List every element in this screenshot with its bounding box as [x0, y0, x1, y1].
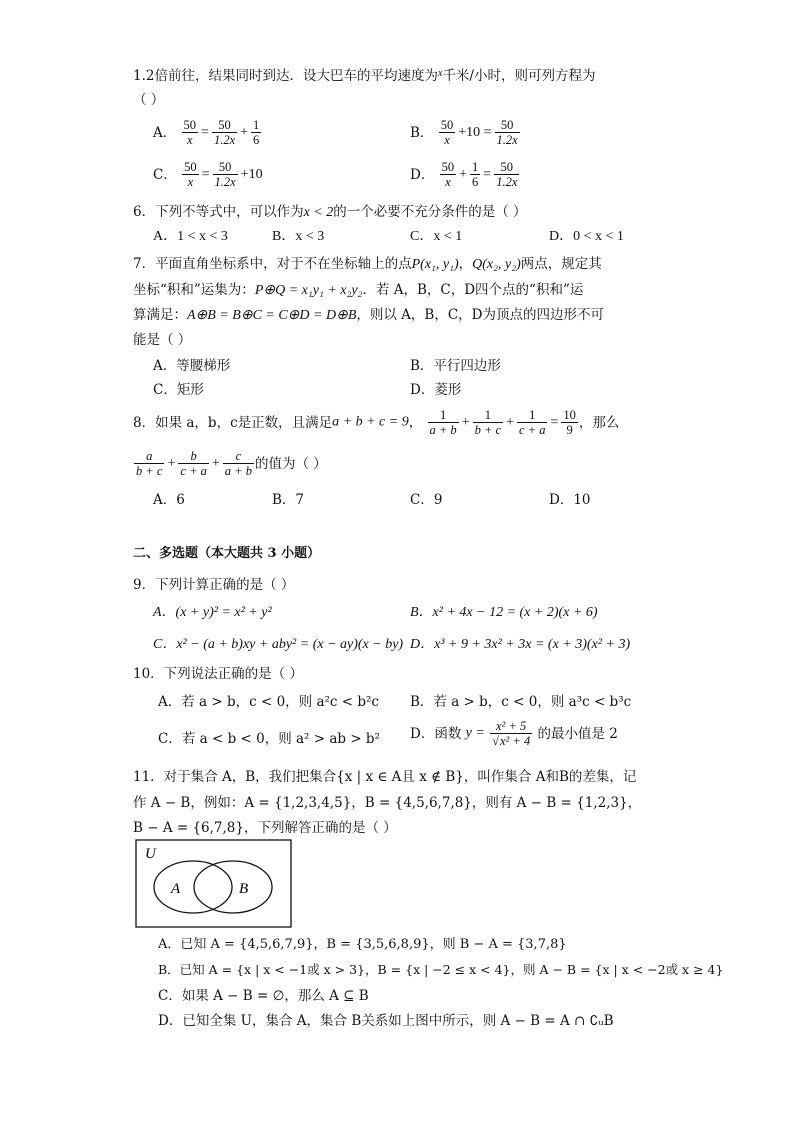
q7-line1: 7．平面直角坐标系中，对于不在坐标轴上的点P(x₁, y₁)，Q(x₂, y₂)两点，规定其: [133, 256, 602, 272]
q10-option-a[interactable]: A．若 a > b，c < 0，则 a²c < b²c: [158, 694, 379, 710]
q6-stem: 6．下列不等式中，可以作为x < 2的一个必要不充分条件的是（ ）: [133, 204, 527, 220]
q7-line3: 算满足：A⊕B = B⊕C = C⊕D = D⊕B，则以 A，B，C，D为顶点的四边形不可: [133, 307, 604, 323]
q10-option-c[interactable]: C．若 a < b < 0，则 a² > ab > b²: [158, 731, 380, 747]
q9-option-d[interactable]: D．x³ + 9 + 3x² + 3x = (x + 3)(x² + 3): [410, 637, 631, 652]
q11-option-c[interactable]: C．如果 A − B = ∅，那么 A ⊆ B: [158, 988, 369, 1004]
q10-option-d[interactable]: D．函数 y = $\frac{\text{x² + 5}}{\text{√x² + 4}}$ 的最小值是 2: [410, 719, 618, 749]
venn-circle-a: [154, 861, 232, 913]
q7-option-c[interactable]: C．矩形: [153, 382, 204, 398]
q6-option-b[interactable]: B．x < 3: [272, 229, 325, 244]
q8-line2: $\frac{a}{b + c}$ + $\frac{b}{c + a}$ + $\frac{c}{a + b}$ 的值为（ ）: [136, 449, 327, 479]
q5-option-a[interactable]: A． $\frac{50}{x}$ = $\frac{50}{1.2x}$ + $\frac{1}{6}$: [153, 118, 260, 148]
q10-stem: 10．下列说法正确的是（ ）: [133, 666, 303, 682]
q9-stem: 9．下列计算正确的是（ ）: [133, 577, 295, 593]
venn-label-a: A: [171, 881, 181, 897]
q7-option-a[interactable]: A．等腰梯形: [153, 358, 231, 374]
q7-line4: 能是（ ）: [133, 332, 192, 348]
q11-line2: 作 A − B，例如：A = {1,2,3,4,5}，B = {4,5,6,7,8}，则有 A − B = {1,2,3}，: [133, 795, 642, 811]
q8-option-d[interactable]: D．10: [549, 492, 591, 508]
q5-option-b[interactable]: B． $\frac{50}{x}$ +10 = $\frac{50}{1.2x}$: [410, 118, 518, 148]
q5-paren: （ ）: [133, 92, 165, 108]
venn-label-b: B: [239, 881, 249, 897]
q11-line1: 11．对于集合 A，B，我们把集合{x | x ∈ A且 x ∉ B}，叫作集合 A和B的差集，记: [133, 769, 637, 785]
q5-stem-line1: 1.2倍前往，结果同时到达．设大巴车的平均速度为$^x$千米/小时，则可列方程为: [133, 68, 596, 84]
q6-option-c[interactable]: C．x < 1: [410, 229, 463, 244]
q7-line2: 坐标“积和”运集为：P⊕Q = x₁y₁ + x₂y₂．若 A，B，C，D四个点的“积和”运: [133, 282, 584, 298]
q9-option-b[interactable]: B．x² + 4x − 12 = (x + 2)(x + 6): [410, 605, 598, 620]
section-title-multi-choice: 二、多选题（本大题共 3 小题）: [133, 546, 321, 561]
q6-option-d[interactable]: D．0 < x < 1: [549, 229, 624, 244]
q5-option-c[interactable]: C． $\frac{50}{x}$ = $\frac{50}{1.2x}$ +10: [153, 160, 263, 190]
venn-universe-box: [136, 840, 291, 927]
q10-option-b[interactable]: B．若 a > b，c < 0，则 a³c < b³c: [410, 694, 632, 710]
q11-line3: B − A = {6,7,8}，下列解答正确的是（ ）: [133, 820, 397, 836]
q8-option-b[interactable]: B．7: [272, 492, 305, 508]
q5-option-d[interactable]: D． $\frac{50}{x}$ + $\frac{1}{6}$ = $\frac{50}{1.2x}$: [410, 160, 518, 190]
q8-option-c[interactable]: C．9: [410, 492, 443, 508]
q7-option-d[interactable]: D．菱形: [410, 382, 462, 398]
venn-label-u: U: [145, 846, 156, 862]
q11-option-d[interactable]: D．已知全集 U，集合 A，集合 B关系如上图中所示，则 A − B = A ∩ ∁ᵤB: [158, 1013, 614, 1029]
q6-option-a[interactable]: A．1 < x < 3: [153, 229, 228, 244]
q8-line1: 8．如果 a，b，c是正数，且满足a + b + c = 9， $\frac{1}{a + b}$ + $\frac{1}{b + c}$ + $\frac{1}{c + a}$ = $\frac{10}{9}$ ，那么: [133, 408, 620, 438]
q7-option-b[interactable]: B．平行四边形: [410, 358, 501, 374]
venn-diagram: [135, 839, 293, 929]
q9-option-a[interactable]: A．(x + y)² = x² + y²: [153, 605, 272, 620]
venn-circle-b: [194, 861, 272, 913]
q9-option-c[interactable]: C．x² − (a + b)xy + aby² = (x − ay)(x − by): [153, 637, 404, 652]
q8-option-a[interactable]: A．6: [153, 492, 185, 508]
q11-option-a[interactable]: A．已知 A = {4,5,6,7,9}，B = {3,5,6,8,9}，则 B − A = {3,7,8}: [158, 937, 567, 952]
q11-option-b[interactable]: B．已知 A = {x | x < −1或 x > 3}，B = {x | −2 ≤ x < 4}，则 A − B = {x | x < −2或 x ≥ 4}: [158, 962, 724, 977]
